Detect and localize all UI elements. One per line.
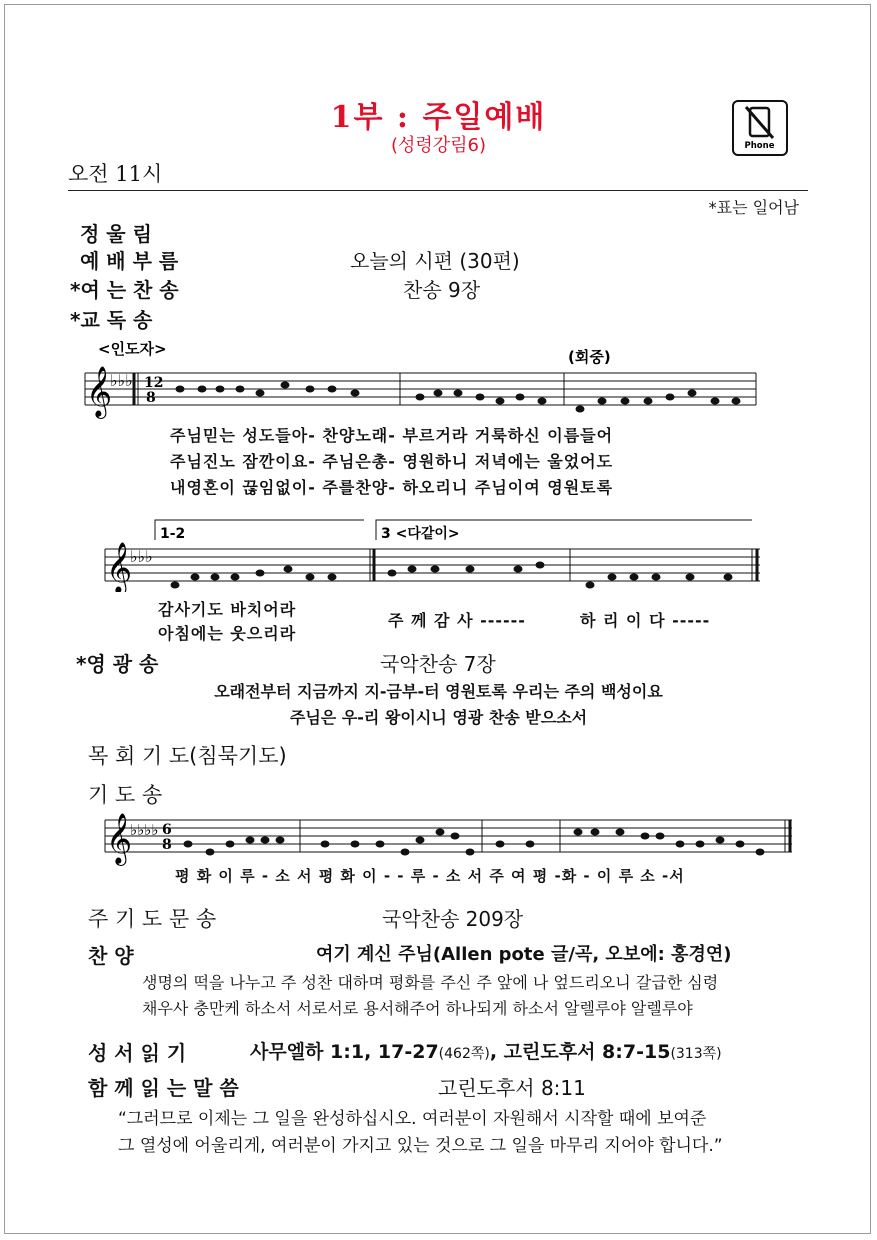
glory-line-2: 주님은 우-리 왕이시니 영광 찬송 받으소서 <box>289 708 588 727</box>
anthem-line-2: 채우사 충만케 하소서 서로서로 용서해주어 하나되게 하소서 알렐루야 알렐루야 <box>142 999 693 1018</box>
score1-lyric-line-3: 내영혼이 끊임없이- 주를찬양- 하오리니 주님이여 영원토록 <box>170 478 614 497</box>
lords-prayer-label: 주 기 도 문 송 <box>88 907 217 931</box>
score-part-congregation: (회중) <box>568 348 611 366</box>
score1-lyric-line-1: 주님믿는 성도들아- 찬양노래- 부르거라 거룩하신 이름들어 <box>170 426 614 445</box>
scripture-ref-2: , 고린도후서 8:7-15 <box>489 1041 671 1063</box>
score2-lyric-left-1: 감사기도 바치어라 <box>158 600 297 619</box>
treble-clef-icon: 𝄞 <box>106 813 133 864</box>
phone-icon-label: Phone <box>744 141 775 151</box>
page-subtitle: (성령강림6) <box>390 135 487 156</box>
time-sig-top: 12 <box>144 375 164 391</box>
service-time: 오전 11시 <box>68 162 163 186</box>
scripture-ref-1: 사무엘하 1:1, 17-27 <box>250 1041 439 1063</box>
anthem-label: 찬 양 <box>88 944 134 968</box>
treble-clef-icon: 𝄞 <box>106 542 133 592</box>
scripture-page-2: (313쪽) <box>670 1046 722 1062</box>
standing-note: *표는 일어남 <box>708 198 799 217</box>
item-bell-label: 정 울 림 <box>80 222 152 246</box>
no-phone-icon <box>732 100 788 156</box>
scripture-page-1: (462쪽) <box>438 1046 490 1062</box>
reading-line-2: 그 열성에 어울리게, 여러분이 가지고 있는 것으로 그 일을 마무리 지어야 합니다.” <box>118 1136 723 1156</box>
item-opening-hymn-value: 찬송 9장 <box>403 278 481 302</box>
pastoral-prayer-label: 목 회 기 도(침묵기도) <box>88 744 287 768</box>
item-opening-hymn-label: *여 는 찬 송 <box>70 278 179 302</box>
volta-first: 1-2 <box>160 526 186 542</box>
score-notes <box>171 562 733 589</box>
score2-lyric-right: 하 리 이 다 ----- <box>580 611 711 630</box>
flat-sign-icon: ♭♭♭ <box>110 371 133 390</box>
flat-sign-icon: ♭♭♭ <box>130 547 153 566</box>
score2-lyric-mid: 주 께 감 사 ------ <box>388 611 526 630</box>
anthem-line-1: 생명의 떡을 나누고 주 성찬 대하며 평화를 주신 주 앞에 나 엎드리오니 갈급한 심령 <box>142 973 719 992</box>
score2-lyric-left-2: 아침에는 웃으리라 <box>158 624 297 643</box>
flat-sign-icon: ♭♭♭♭ <box>130 821 159 839</box>
item-responsive-label: *교 독 송 <box>70 308 153 332</box>
reading-label: 함 께 읽 는 말 씀 <box>88 1076 239 1100</box>
prayer-song-label: 기 도 송 <box>88 783 163 807</box>
prayer-song-lyrics: 평 화 이 루 - 소 서 평 화 이 - - 루 - 소 서 주 여 평 -화 - 이 루 소 -서 <box>175 867 685 885</box>
header-divider <box>68 190 808 191</box>
time-sig-bottom: 8 <box>146 390 156 406</box>
page-title: 1부 : 주일예배 <box>330 100 547 135</box>
glory-line-1: 오래전부터 지금까지 지-금부-터 영원토록 우리는 주의 백성이요 <box>214 682 663 701</box>
scripture-references <box>250 1037 722 1064</box>
score-ending <box>100 512 772 592</box>
score-part-leader: <인도자> <box>98 340 167 358</box>
score-notes <box>184 829 765 856</box>
item-call-value: 오늘의 시편 (30편) <box>350 249 520 273</box>
score-prayer-song <box>100 808 800 868</box>
anthem-value: 여기 계신 주님(Allen pote 글/곡, 오보에: 홍경연) <box>316 944 732 965</box>
glory-value: 국악찬송 7장 <box>380 652 496 676</box>
item-call-label: 예 배 부 름 <box>80 249 179 273</box>
scripture-label: 성 서 읽 기 <box>88 1041 187 1065</box>
score-responsive <box>80 338 760 428</box>
reading-line-1: “그러므로 이제는 그 일을 완성하십시오. 여러분이 자원해서 시작할 때에 보여준 <box>118 1109 707 1129</box>
treble-clef-icon: 𝄞 <box>86 366 113 417</box>
glory-label: *영 광 송 <box>76 652 159 676</box>
lords-prayer-value: 국악찬송 209장 <box>382 907 524 931</box>
reading-value: 고린도후서 8:11 <box>438 1076 586 1100</box>
score1-lyric-line-2: 주님진노 잠깐이요- 주님은총- 영원하니 저녁에는 울었어도 <box>170 452 614 471</box>
time-sig-bottom: 8 <box>162 837 172 853</box>
time-sig-top: 6 <box>162 822 172 838</box>
volta-last: 3 <다같이> <box>381 526 460 542</box>
